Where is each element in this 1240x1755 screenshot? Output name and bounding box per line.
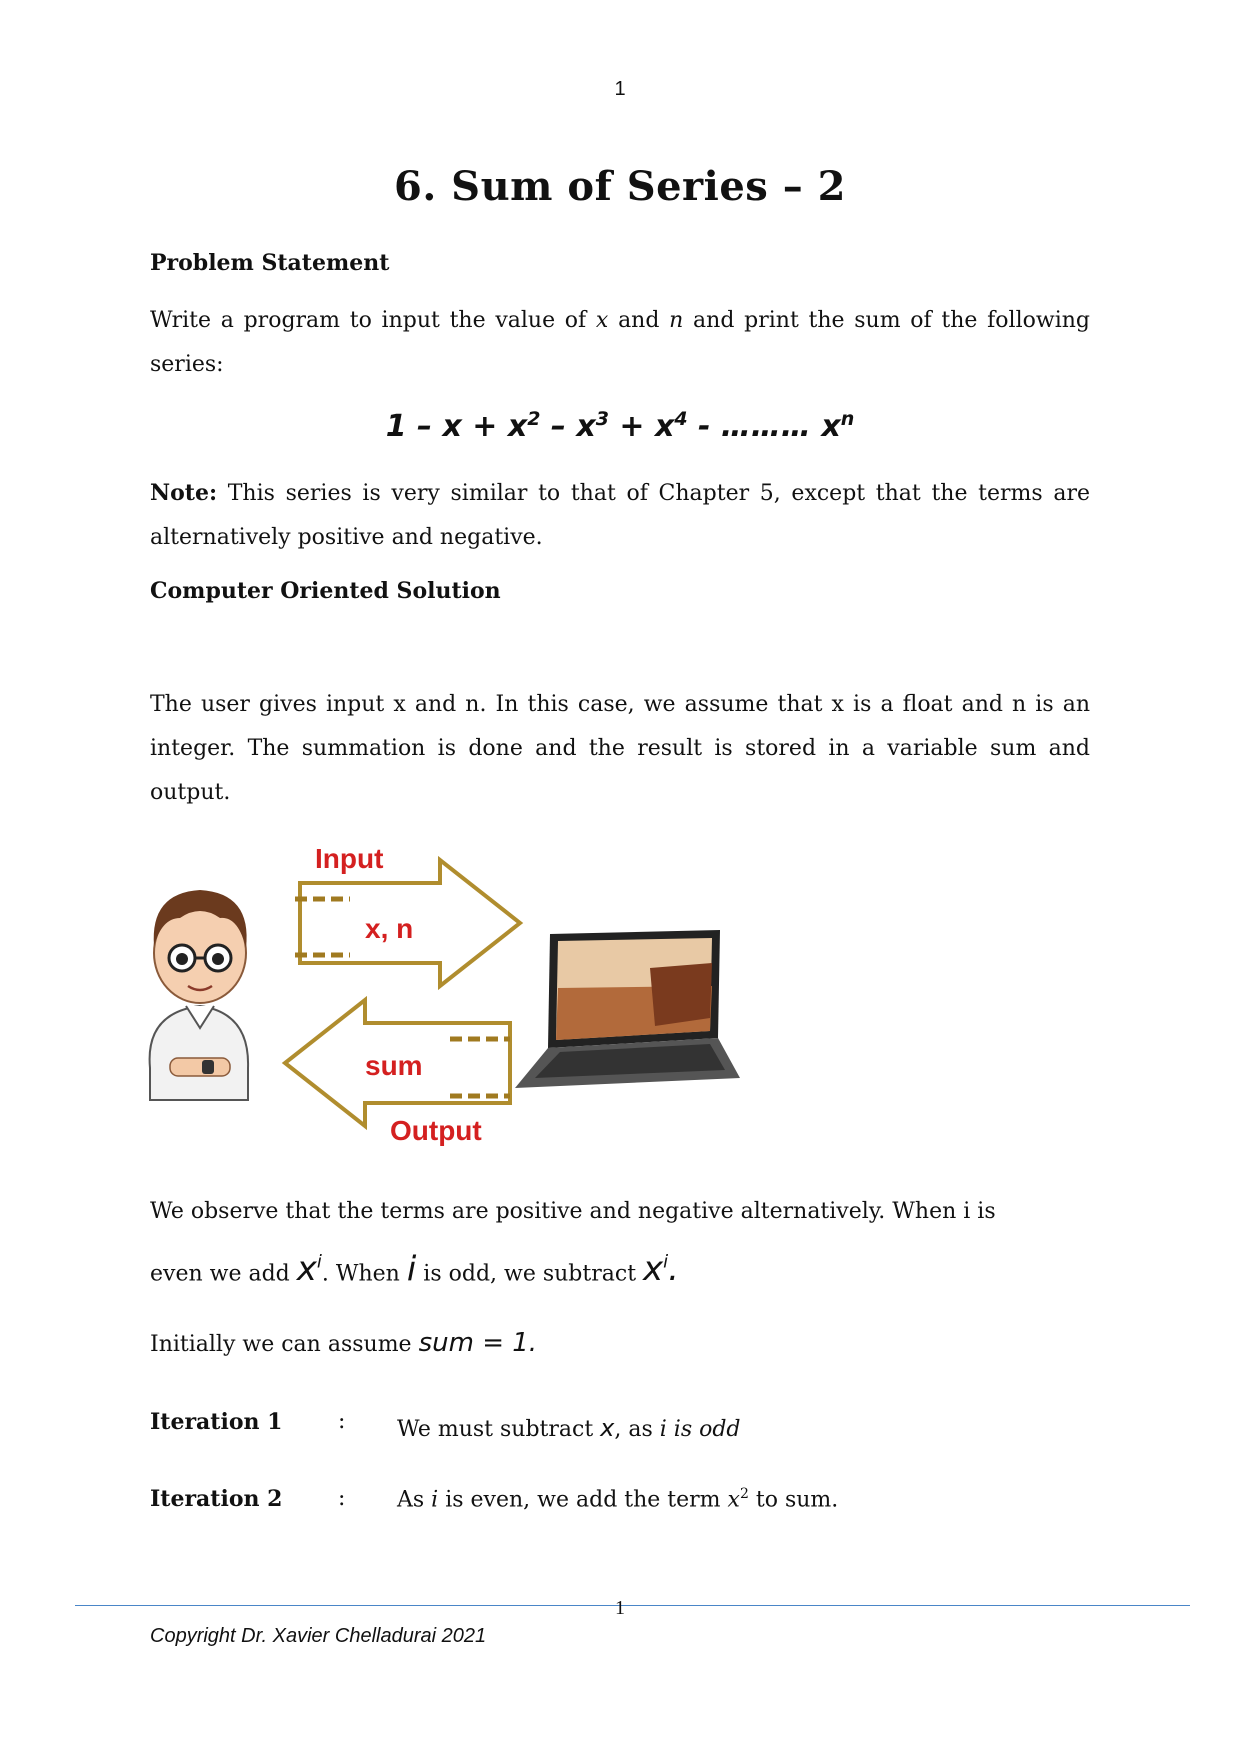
iteration-1-label: Iteration 1 <box>150 1409 283 1435</box>
observation-line-2: even we add $x^i$. When i is odd, we subtract $x^i$. <box>150 1249 679 1290</box>
iteration-2-text: As i is even, we add the term $x^2$ to sum. <box>397 1486 839 1513</box>
input-vars: x, n <box>365 913 414 944</box>
problem-statement-text: Write a program to input the value of x and n and print the sum of the following series: <box>150 308 1090 377</box>
observation-line-1: We observe that the terms are positive and negative alternatively. When i is <box>150 1199 996 1224</box>
laptop-icon <box>515 930 740 1088</box>
problem-statement-heading: Problem Statement <box>150 250 390 276</box>
copyright-footer: Copyright Dr. Xavier Chelladurai 2021 <box>150 1625 487 1647</box>
note-paragraph: Note: This series is very similar to that of Chapter 5, except that the terms are alternatively positive and negative. <box>150 480 1090 550</box>
input-label: Input <box>315 843 384 874</box>
initial-assumption: Initially we can assume sum = 1. <box>150 1328 538 1358</box>
iteration-2-colon: : <box>338 1486 346 1511</box>
cartoon-person-icon <box>150 890 248 1100</box>
solution-paragraph: The user gives input x and n. In this case, we assume that x is a float and n is an integer. The summation is done and the result is stored in a variable sum and output. <box>150 692 1090 805</box>
page-number-bottom: 1 <box>615 1597 625 1619</box>
iteration-2-label: Iteration 2 <box>150 1486 283 1512</box>
series-formula: $1 - x + x^2 - x^3 + x^4$ - ……… $x^n$ <box>385 408 855 444</box>
page-title: 6. Sum of Series – 2 <box>394 163 846 210</box>
iteration-1-colon: : <box>338 1409 346 1434</box>
output-var: sum <box>365 1050 423 1081</box>
page-number-top: 1 <box>614 78 626 100</box>
output-label: Output <box>390 1115 482 1146</box>
iteration-1-text: We must subtract x, as i is odd <box>397 1414 741 1442</box>
computer-oriented-solution-heading: Computer Oriented Solution <box>150 578 501 604</box>
input-output-diagram <box>140 838 760 1158</box>
